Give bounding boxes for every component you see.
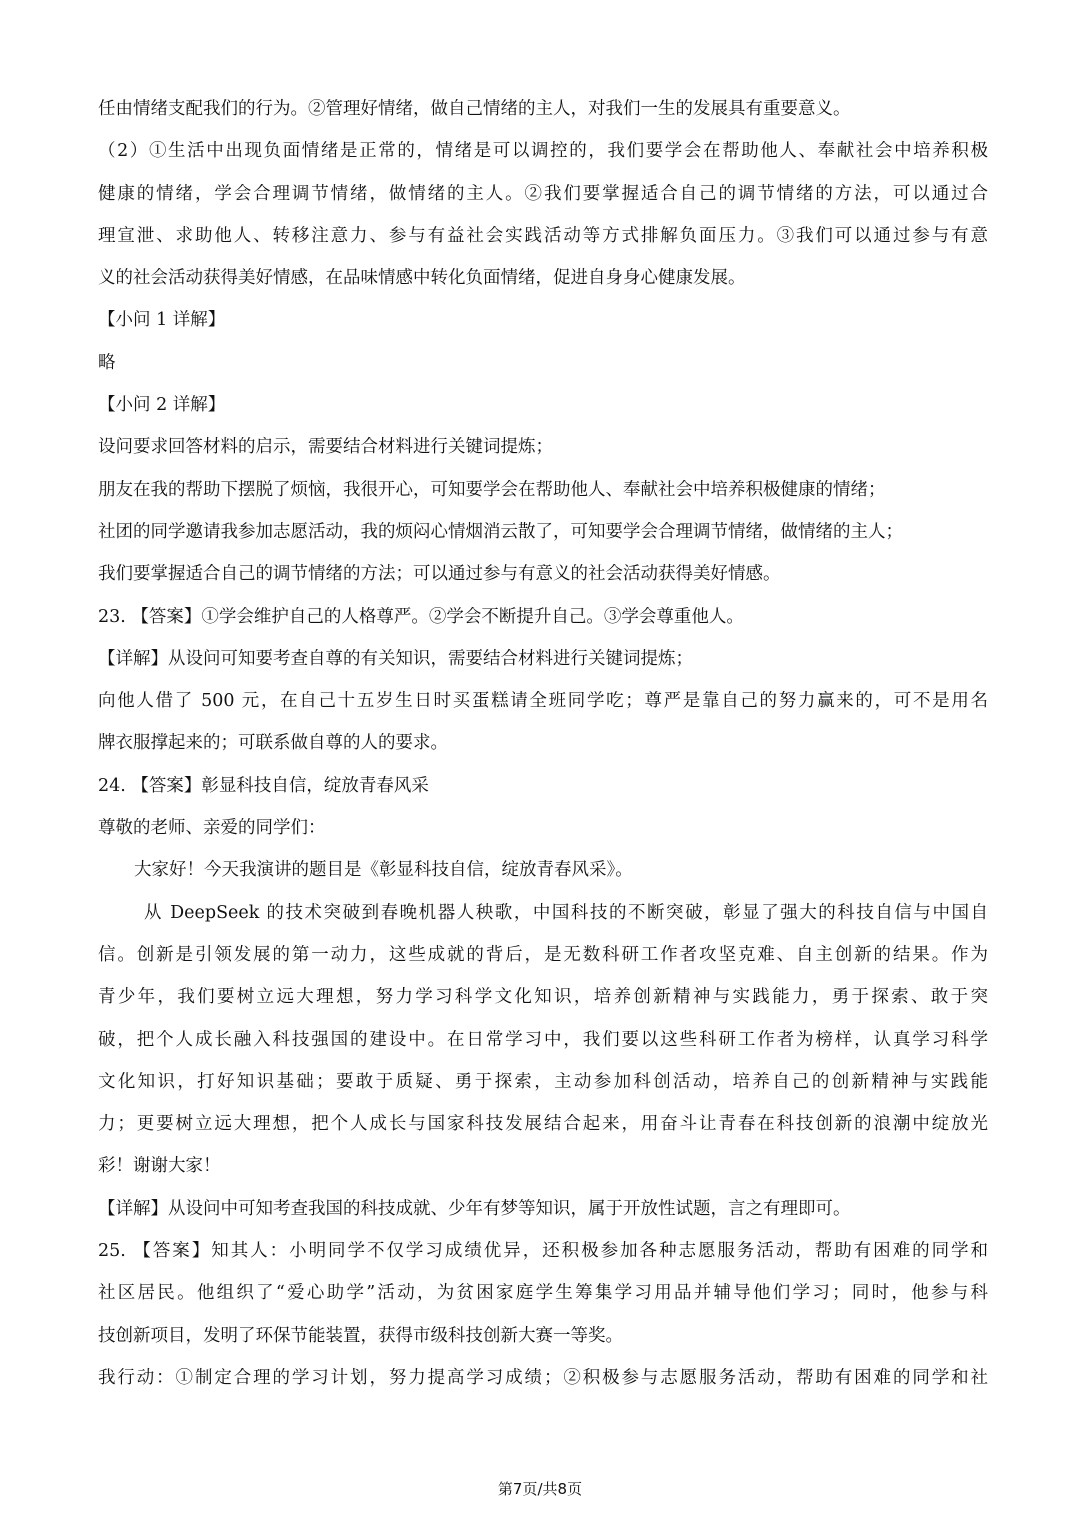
text-line: 健康的情绪，学会合理调节情绪，做情绪的主人。②我们要掌握适合自己的调节情绪的方法，可以通过合 xyxy=(98,183,988,204)
text-line: 青少年，我们要树立远大理想，努力学习科学文化知识，培养创新精神与实践能力，勇于探索、敢于突 xyxy=(98,987,988,1008)
answer-23: 23. 【答案】①学会维护自己的人格尊严。②学会不断提升自己。③学会尊重他人。 xyxy=(98,606,744,627)
text-line: 牌衣服撑起来的；可联系做自尊的人的要求。 xyxy=(98,733,448,754)
text-line: 设问要求回答材料的启示，需要结合材料进行关键词提炼； xyxy=(98,437,553,458)
text-line: 彩！谢谢大家！ xyxy=(98,1156,221,1177)
answer-text-body xyxy=(98,88,988,1399)
section-heading: 【小问 1 详解】 xyxy=(98,310,226,331)
text-line: 【详解】从设问中可知考查我国的科技成就、少年有梦等知识，属于开放性试题，言之有理即可。 xyxy=(98,1198,851,1219)
text-line: 向他人借了 500 元，在自己十五岁生日时买蛋糕请全班同学吃；尊严是靠自己的努力赢来的，可不是用名 xyxy=(98,691,988,712)
text-line: 义的社会活动获得美好情感，在品味情感中转化负面情绪，促进自身身心健康发展。 xyxy=(98,268,746,289)
text-line: 理宣泄、求助他人、转移注意力、参与有益社会实践活动等方式排解负面压力。③我们可以通过参与有意 xyxy=(98,225,988,246)
text-line: 破，把个人成长融入科技强国的建设中。在日常学习中，我们要以这些科研工作者为榜样，认真学习科学 xyxy=(98,1029,988,1050)
answer-24: 24. 【答案】彰显科技自信，绽放青春风采 xyxy=(98,775,429,796)
text-line: 信。创新是引领发展的第一动力，这些成就的背后，是无数科研工作者攻坚克难、自主创新的结果。作为 xyxy=(98,944,988,965)
text-line: 力；更要树立远大理想，把个人成长与国家科技发展结合起来，用奋斗让青春在科技创新的浪潮中绽放光 xyxy=(98,1114,988,1135)
text-line: 尊敬的老师、亲爱的同学们： xyxy=(98,818,326,839)
text-line: 朋友在我的帮助下摆脱了烦恼，我很开心，可知要学会在帮助他人、奉献社会中培养积极健康的情绪； xyxy=(98,479,886,500)
text-line: 文化知识，打好知识基础；要敢于质疑、勇于探索，主动参加科创活动，培养自己的创新精神与实践能 xyxy=(98,1071,988,1092)
text-line: （2）①生活中出现负面情绪是正常的，情绪是可以调控的，我们要学会在帮助他人、奉献社会中培养积极 xyxy=(98,141,988,162)
text-line: 略 xyxy=(98,352,116,373)
text-line: 任由情绪支配我们的行为。②管理好情绪，做自己情绪的主人，对我们一生的发展具有重要意义。 xyxy=(98,99,851,119)
text-line: 从 DeepSeek 的技术突破到春晚机器人秧歌，中国科技的不断突破，彰显了强大的科技自信与中国自 xyxy=(144,902,988,923)
text-line: 我行动：①制定合理的学习计划，努力提高学习成绩；②积极参与志愿服务活动，帮助有困难的同学和社 xyxy=(98,1367,988,1388)
answer-25: 25. 【答案】知其人：小明同学不仅学习成绩优异，还积极参加各种志愿服务活动，帮助有困难的同学和 xyxy=(98,1241,988,1262)
text-line: 大家好！今天我演讲的题目是《彰显科技自信，绽放青春风采》。 xyxy=(134,860,633,881)
text-line: 社团的同学邀请我参加志愿活动，我的烦闷心情烟消云散了，可知要学会合理调节情绪，做情绪的主人； xyxy=(98,521,903,542)
text-line: 社区居民。他组织了“爱心助学”活动，为贫困家庭学生筹集学习用品并辅导他们学习；同时，他参与科 xyxy=(98,1283,988,1304)
text-line: 【详解】从设问可知要考查自尊的有关知识，需要结合材料进行关键词提炼； xyxy=(98,648,693,669)
section-heading: 【小问 2 详解】 xyxy=(98,395,226,416)
text-line: 我们要掌握适合自己的调节情绪的方法；可以通过参与有意义的社会活动获得美好情感。 xyxy=(98,564,781,585)
text-line: 技创新项目，发明了环保节能装置，获得市级科技创新大赛一等奖。 xyxy=(98,1325,623,1346)
page-number: 第7页/共8页 xyxy=(497,1480,583,1498)
